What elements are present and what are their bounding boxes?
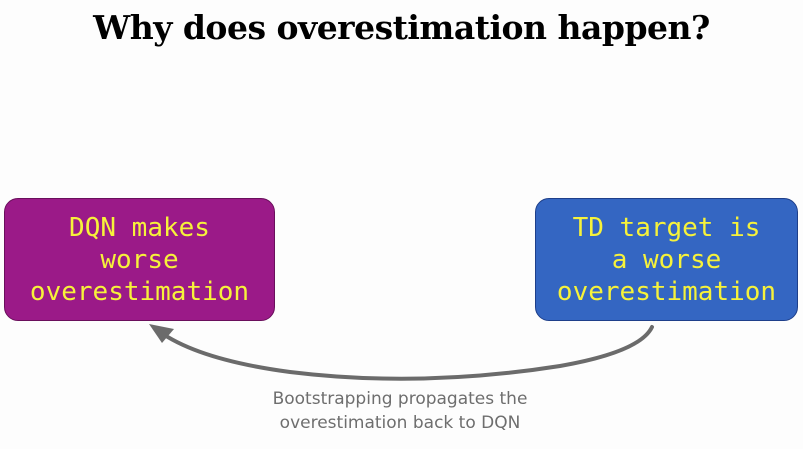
dqn-box-label: DQN makes worse overestimation <box>29 212 250 307</box>
td-target-box-label: TD target is a worse overestimation <box>556 212 777 307</box>
arrow-curve <box>160 327 652 379</box>
arrow-caption: Bootstrapping propagates the overestimation back to DQN <box>272 389 528 433</box>
slide-title: Why does overestimation happen? <box>93 8 710 47</box>
